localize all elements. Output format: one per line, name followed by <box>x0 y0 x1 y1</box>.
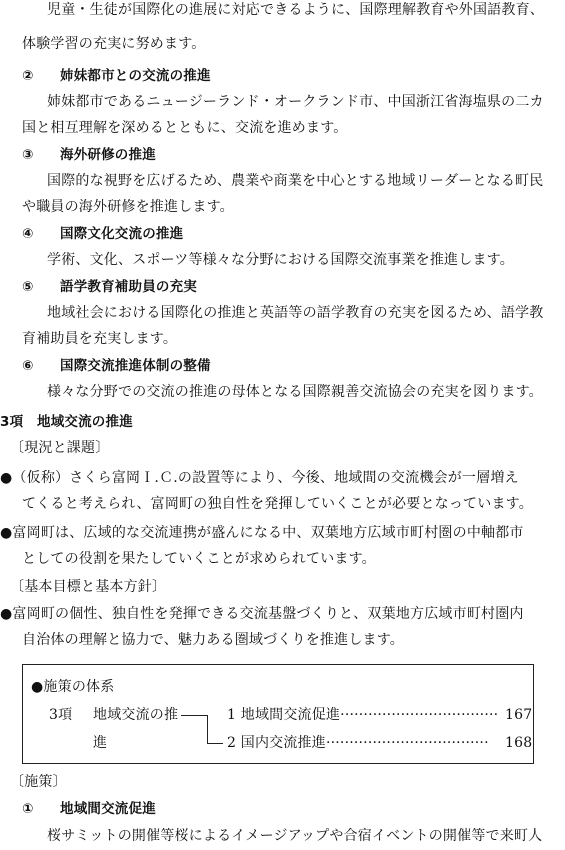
leader-dots: ·································· <box>340 707 499 723</box>
intro-line: 体験学習の充実に努めます。 <box>22 36 206 52</box>
basic-heading: 〔基本目標と基本方針〕 <box>10 579 167 595</box>
bullet-line: ●富岡町の個性、独自性を発揮できる交流基盤づくりと、双葉地方広域市町村圏内 <box>0 606 524 622</box>
item-title: 姉妹都市との交流の推進 <box>60 68 211 84</box>
item-line: 国と相互理解を深めるとともに、交流を進めます。 <box>22 120 348 136</box>
bullet-line: としての役割を果たしていくことが求められています。 <box>22 551 376 567</box>
item-line: 様々な分野での交流の推進の母体となる国際親善交流協会の充実を図ります。 <box>47 384 543 400</box>
system-sub-item <box>227 705 498 725</box>
item-line: 育補助員を充実します。 <box>22 331 178 347</box>
sub-label: 2 国内交流推進 <box>227 735 326 751</box>
item-heading <box>22 224 183 244</box>
item-title: 国際文化交流の推進 <box>60 226 184 242</box>
item-line: 地域社会における国際化の推進と英語等の語学教育の充実を図るため、語学教 <box>47 305 544 321</box>
item-line: 学術、文化、スポーツ等様々な分野における国際交流事業を推進します。 <box>47 252 514 268</box>
policy-system-box <box>22 664 534 764</box>
item-line: 国際的な視野を広げるため、農業や商業を中心とする地域リーダーとなる町民 <box>47 173 544 189</box>
bullet-line: ●（仮称）さくら富岡Ｉ.Ｃ.の設置等により、今後、地域間の交流機会が一層増え <box>0 470 519 486</box>
item-heading <box>22 66 211 86</box>
bullet-line: 自治体の理解と協力で、魅力ある圏域づくりを推進します。 <box>22 632 404 648</box>
measures-heading: 〔施策〕 <box>10 774 67 790</box>
current-heading: 〔現況と課題〕 <box>10 440 110 456</box>
item-title: 語学教育補助員の充実 <box>60 279 197 295</box>
item-number: ② <box>22 68 34 84</box>
item-heading <box>22 356 211 376</box>
item-heading <box>22 145 156 165</box>
system-item-name: 地域交流の推 <box>93 707 179 723</box>
item-title: 国際交流推進体制の整備 <box>60 358 211 374</box>
tree-line <box>181 715 207 716</box>
tree-line <box>207 743 223 744</box>
system-item-name: 進 <box>93 735 108 751</box>
section-heading: 3項 地域交流の推進 <box>0 414 133 430</box>
system-item-no: 3項 <box>49 707 73 723</box>
system-title: ●施策の体系 <box>31 679 115 695</box>
item-title: 海外研修の推進 <box>60 147 156 163</box>
item-heading <box>22 277 197 297</box>
intro-line: 児童・生徒が国際化の進展に対応できるように、国際理解教育や外国語教育、 <box>47 2 544 18</box>
sub-label: 1 地域間交流促進 <box>227 707 341 723</box>
measure-number: ① <box>22 801 34 817</box>
item-line: や職員の海外研修を推進します。 <box>22 199 234 215</box>
bullet-line: てくると考えられ、富岡町の独自性を発揮していくことが必要となっています。 <box>22 496 533 512</box>
item-number: ④ <box>22 226 34 242</box>
page-number: 167 <box>505 707 533 723</box>
item-line: 姉妹都市であるニュージーランド・オークランド市、中国浙江省海塩県の二カ <box>47 94 544 110</box>
item-number: ⑤ <box>22 279 34 295</box>
item-number: ③ <box>22 147 34 163</box>
page-number: 168 <box>505 735 533 751</box>
leader-dots: ··································· <box>325 735 489 751</box>
measure-heading <box>22 799 156 819</box>
bullet-line: ●富岡町は、広域的な交流連携が盛んになる中、双葉地方広域市町村圏の中軸都市 <box>0 525 524 541</box>
measure-title: 地域間交流促進 <box>60 801 156 817</box>
measure-line: 桜サミットの開催等桜によるイメージアップや合宿イベントの開催等で来町人 <box>47 828 543 844</box>
item-number: ⑥ <box>22 358 34 374</box>
tree-line <box>207 715 208 744</box>
system-sub-item <box>227 733 489 753</box>
